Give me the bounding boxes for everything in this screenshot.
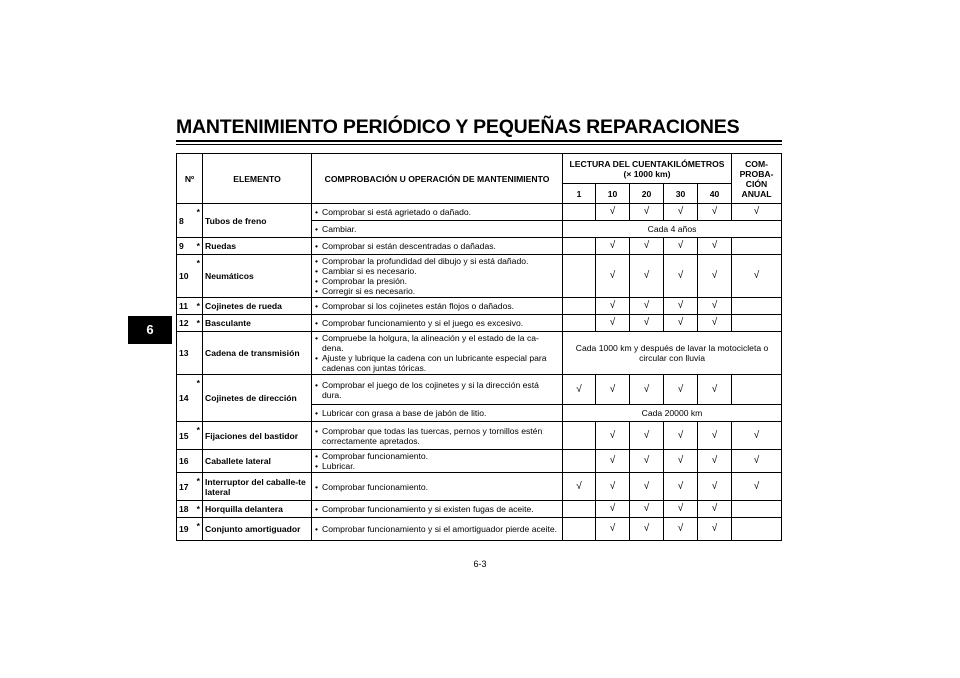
bullet-list (314, 207, 560, 217)
table-row (177, 518, 782, 541)
check-cell (596, 315, 630, 332)
check-mark-icon: √ (609, 300, 616, 311)
row-element: Tubos de freno (203, 204, 312, 238)
table-row (177, 375, 782, 405)
bullet-list (314, 482, 560, 492)
bullet-item: • Corregir si es necesario. (314, 286, 560, 296)
row-check-description (312, 375, 563, 405)
bullet-list (314, 524, 560, 534)
check-cell (630, 375, 664, 405)
check-mark-icon: √ (576, 383, 582, 395)
bullet-item: • Comprobar si están descentradas o dañadas. (314, 241, 560, 251)
check-mark-icon: √ (609, 503, 616, 514)
row-element: Ruedas (203, 238, 312, 255)
bullet-list (314, 408, 560, 418)
header-annual-line4: ANUAL (741, 188, 772, 199)
check-cell (596, 422, 630, 450)
row-check-description (312, 221, 563, 238)
check-cell (732, 450, 782, 473)
header-annual (732, 154, 782, 204)
check-cell (596, 518, 630, 541)
row-asterisk: * (195, 375, 203, 422)
bullet-item: • Ajuste y lubrique la cadena con un lubricante especial para cadenas con juntas tóricas. (314, 353, 560, 373)
check-cell (630, 238, 664, 255)
row-check-description (312, 332, 563, 375)
check-cell (630, 450, 664, 473)
table-row (177, 298, 782, 315)
check-mark-icon: √ (753, 455, 760, 466)
table-row (177, 315, 782, 332)
check-mark-icon: √ (643, 480, 650, 492)
check-cell (664, 315, 698, 332)
row-element: Cojinetes de dirección (203, 375, 312, 422)
bullet-list (314, 318, 560, 328)
check-cell (732, 238, 782, 255)
row-number: 19 (177, 518, 195, 541)
page-title: MANTENIMIENTO PERIÓDICO Y PEQUEÑAS REPARACIONES (176, 116, 740, 138)
check-cell (732, 501, 782, 518)
interval-note: Cada 1000 km y después de lavar la motocicleta o circular con lluvia (563, 332, 782, 375)
check-mark-icon: √ (677, 317, 684, 328)
header-annual-line3: CIÓN (745, 178, 768, 189)
check-mark-icon: √ (677, 429, 684, 441)
interval-note: Cada 20000 km (563, 405, 782, 422)
check-cell (563, 298, 596, 315)
bullet-list (314, 451, 560, 471)
check-cell (563, 238, 596, 255)
check-cell (698, 473, 732, 501)
row-number: 15 (177, 422, 195, 450)
header-odometer-line1: LECTURA DEL CUENTAKILÓMETROS (569, 158, 725, 169)
bullet-list (314, 256, 560, 296)
check-cell (732, 298, 782, 315)
table-row (177, 332, 782, 375)
check-mark-icon: √ (677, 206, 684, 217)
check-cell (732, 315, 782, 332)
table-row (177, 501, 782, 518)
check-cell (732, 518, 782, 541)
row-element: Neumáticos (203, 255, 312, 298)
check-cell (732, 422, 782, 450)
check-mark-icon: √ (711, 317, 718, 328)
check-cell (596, 298, 630, 315)
check-cell (664, 450, 698, 473)
table-row (177, 422, 782, 450)
check-cell (630, 501, 664, 518)
check-mark-icon: √ (609, 317, 616, 328)
check-mark-icon: √ (711, 300, 718, 311)
check-mark-icon: √ (643, 523, 650, 534)
check-mark-icon: √ (643, 383, 650, 395)
check-cell (698, 422, 732, 450)
check-mark-icon: √ (711, 523, 718, 534)
title-rule (176, 140, 782, 142)
check-mark-icon: √ (753, 480, 760, 492)
bullet-item: • Cambiar si es necesario. (314, 266, 560, 276)
row-number: 16 (177, 450, 195, 473)
row-element: Interruptor del caballe-te lateral (203, 473, 312, 501)
check-cell (596, 255, 630, 298)
check-cell (698, 238, 732, 255)
check-mark-icon: √ (677, 240, 684, 251)
maintenance-table (176, 153, 782, 541)
check-cell (596, 473, 630, 501)
row-check-description (312, 422, 563, 450)
row-element: Cadena de transmisión (203, 332, 312, 375)
check-mark-icon: √ (609, 270, 616, 281)
header-km-10: 10 (596, 184, 630, 204)
bullet-item: • Comprobar si está agrietado o dañado. (314, 207, 560, 217)
check-cell (630, 473, 664, 501)
bullet-item: • Comprobar el juego de los cojinetes y si la dirección está dura. (314, 380, 560, 400)
header-no: Nº (177, 154, 203, 204)
check-mark-icon: √ (609, 206, 616, 217)
row-number: 8 (177, 204, 195, 238)
check-mark-icon: √ (643, 206, 650, 217)
check-cell (630, 315, 664, 332)
check-mark-icon: √ (753, 206, 760, 217)
row-check-description (312, 298, 563, 315)
check-mark-icon: √ (643, 300, 650, 311)
chapter-tab: 6 (128, 316, 172, 344)
bullet-item: • Comprobar funcionamiento y si existen fugas de aceite. (314, 504, 560, 514)
bullet-list (314, 241, 560, 251)
check-mark-icon: √ (711, 240, 718, 251)
check-cell (664, 518, 698, 541)
check-cell (563, 422, 596, 450)
header-km-30: 30 (664, 184, 698, 204)
check-cell (563, 501, 596, 518)
check-cell (732, 375, 782, 405)
bullet-item: • Comprobar la profundidad del dibujo y si está dañado. (314, 256, 560, 266)
row-number: 17 (177, 473, 195, 501)
check-cell (563, 204, 596, 221)
row-asterisk: * (195, 518, 203, 541)
bullet-item: • Lubricar con grasa a base de jabón de litio. (314, 408, 560, 418)
check-cell (630, 255, 664, 298)
bullet-item: • Comprobar funcionamiento y si el amortiguador pierde aceite. (314, 524, 560, 534)
check-mark-icon: √ (711, 206, 718, 217)
row-number: 14 (177, 375, 195, 422)
check-mark-icon: √ (609, 383, 616, 395)
check-mark-icon: √ (609, 429, 616, 441)
bullet-item: • Comprobar que todas las tuercas, pernos y tornillos estén correctamente apretados. (314, 426, 560, 446)
check-mark-icon: √ (609, 455, 616, 466)
row-check-description (312, 518, 563, 541)
interval-note: Cada 4 años (563, 221, 782, 238)
check-cell (596, 238, 630, 255)
row-asterisk: * (195, 298, 203, 315)
page-number: 6-3 (473, 559, 487, 569)
row-asterisk (195, 450, 203, 473)
check-mark-icon: √ (677, 383, 684, 395)
bullet-item: • Comprobar si los cojinetes están flojos o dañados. (314, 301, 560, 311)
check-mark-icon: √ (711, 429, 718, 441)
row-asterisk: * (195, 315, 203, 332)
check-cell (630, 204, 664, 221)
header-annual-line1: COM- (745, 158, 768, 169)
bullet-item: • Comprobar funcionamiento. (314, 451, 560, 461)
check-mark-icon: √ (677, 523, 684, 534)
check-mark-icon: √ (711, 503, 718, 514)
check-mark-icon: √ (609, 523, 616, 534)
check-cell (664, 255, 698, 298)
check-mark-icon: √ (677, 480, 684, 492)
check-mark-icon: √ (643, 429, 650, 441)
row-element: Conjunto amortiguador (203, 518, 312, 541)
header-km-1: 1 (563, 184, 596, 204)
check-cell (563, 375, 596, 405)
bullet-item: • Lubricar. (314, 461, 560, 471)
check-mark-icon: √ (643, 270, 650, 281)
row-element: Basculante (203, 315, 312, 332)
bullet-list (314, 426, 560, 446)
row-check-description (312, 473, 563, 501)
check-mark-icon: √ (677, 300, 684, 311)
check-cell (664, 204, 698, 221)
check-cell (664, 501, 698, 518)
check-cell (596, 375, 630, 405)
check-mark-icon: √ (677, 503, 684, 514)
check-cell (563, 450, 596, 473)
row-check-description (312, 238, 563, 255)
bullet-item: • Comprobar funcionamiento y si el juego es excesivo. (314, 318, 560, 328)
check-cell (698, 375, 732, 405)
check-cell (596, 204, 630, 221)
header-check: COMPROBACIÓN U OPERACIÓN DE MANTENIMIENTO (312, 154, 563, 204)
check-cell (698, 204, 732, 221)
bullet-list (314, 333, 560, 373)
row-asterisk: * (195, 422, 203, 450)
row-element: Cojinetes de rueda (203, 298, 312, 315)
row-check-description (312, 450, 563, 473)
row-check-description (312, 255, 563, 298)
check-cell (732, 255, 782, 298)
header-element: ELEMENTO (203, 154, 312, 204)
header-km-20: 20 (630, 184, 664, 204)
check-cell (630, 422, 664, 450)
check-cell (732, 473, 782, 501)
table-row (177, 204, 782, 221)
check-cell (698, 450, 732, 473)
check-cell (698, 315, 732, 332)
bullet-list (314, 380, 560, 400)
check-mark-icon: √ (753, 270, 760, 281)
check-cell (563, 315, 596, 332)
row-element: Caballete lateral (203, 450, 312, 473)
row-check-description (312, 315, 563, 332)
row-element: Horquilla delantera (203, 501, 312, 518)
row-number: 13 (177, 332, 195, 375)
check-mark-icon: √ (576, 480, 582, 492)
bullet-list (314, 301, 560, 311)
row-number: 18 (177, 501, 195, 518)
table-row (177, 473, 782, 501)
row-number: 10 (177, 255, 195, 298)
check-mark-icon: √ (643, 503, 650, 514)
bullet-list (314, 504, 560, 514)
check-cell (732, 204, 782, 221)
header-odometer (563, 154, 732, 184)
header-odometer-line2: (× 1000 km) (623, 168, 671, 179)
check-mark-icon: √ (677, 455, 684, 466)
row-asterisk: * (195, 501, 203, 518)
row-element: Fijaciones del bastidor (203, 422, 312, 450)
table-row (177, 450, 782, 473)
check-mark-icon: √ (643, 455, 650, 466)
bullet-item: • Comprobar funcionamiento. (314, 482, 560, 492)
check-cell (563, 473, 596, 501)
table-row (177, 238, 782, 255)
bullet-item: • Compruebe la holgura, la alineación y el estado de la ca-dena. (314, 333, 560, 353)
row-asterisk: * (195, 238, 203, 255)
check-cell (563, 255, 596, 298)
check-mark-icon: √ (677, 270, 684, 281)
row-check-description (312, 204, 563, 221)
check-mark-icon: √ (711, 455, 718, 466)
check-cell (664, 298, 698, 315)
row-check-description (312, 501, 563, 518)
table-row (177, 255, 782, 298)
check-cell (596, 501, 630, 518)
row-asterisk (195, 332, 203, 375)
bullet-item: • Cambiar. (314, 224, 560, 234)
check-cell (664, 473, 698, 501)
check-cell (664, 422, 698, 450)
check-cell (596, 450, 630, 473)
check-mark-icon: √ (711, 480, 718, 492)
check-mark-icon: √ (643, 240, 650, 251)
row-number: 11 (177, 298, 195, 315)
check-cell (664, 238, 698, 255)
check-cell (563, 518, 596, 541)
check-mark-icon: √ (643, 317, 650, 328)
check-cell (698, 518, 732, 541)
check-cell (698, 298, 732, 315)
check-mark-icon: √ (609, 240, 616, 251)
row-number: 12 (177, 315, 195, 332)
check-cell (698, 255, 732, 298)
check-cell (630, 298, 664, 315)
header-annual-line2: PROBA- (739, 168, 774, 179)
check-mark-icon: √ (753, 429, 760, 441)
bullet-list (314, 224, 560, 234)
title-rule-thin (176, 144, 782, 145)
check-cell (664, 375, 698, 405)
row-asterisk: * (195, 473, 203, 501)
check-mark-icon: √ (711, 383, 718, 395)
check-mark-icon: √ (609, 480, 616, 492)
check-cell (698, 501, 732, 518)
row-asterisk: * (195, 255, 203, 298)
header-km-40: 40 (698, 184, 732, 204)
row-asterisk: * (195, 204, 203, 238)
row-number: 9 (177, 238, 195, 255)
row-check-description (312, 405, 563, 422)
check-mark-icon: √ (711, 270, 718, 281)
table-body (177, 204, 782, 541)
bullet-item: • Comprobar la presión. (314, 276, 560, 286)
check-cell (630, 518, 664, 541)
